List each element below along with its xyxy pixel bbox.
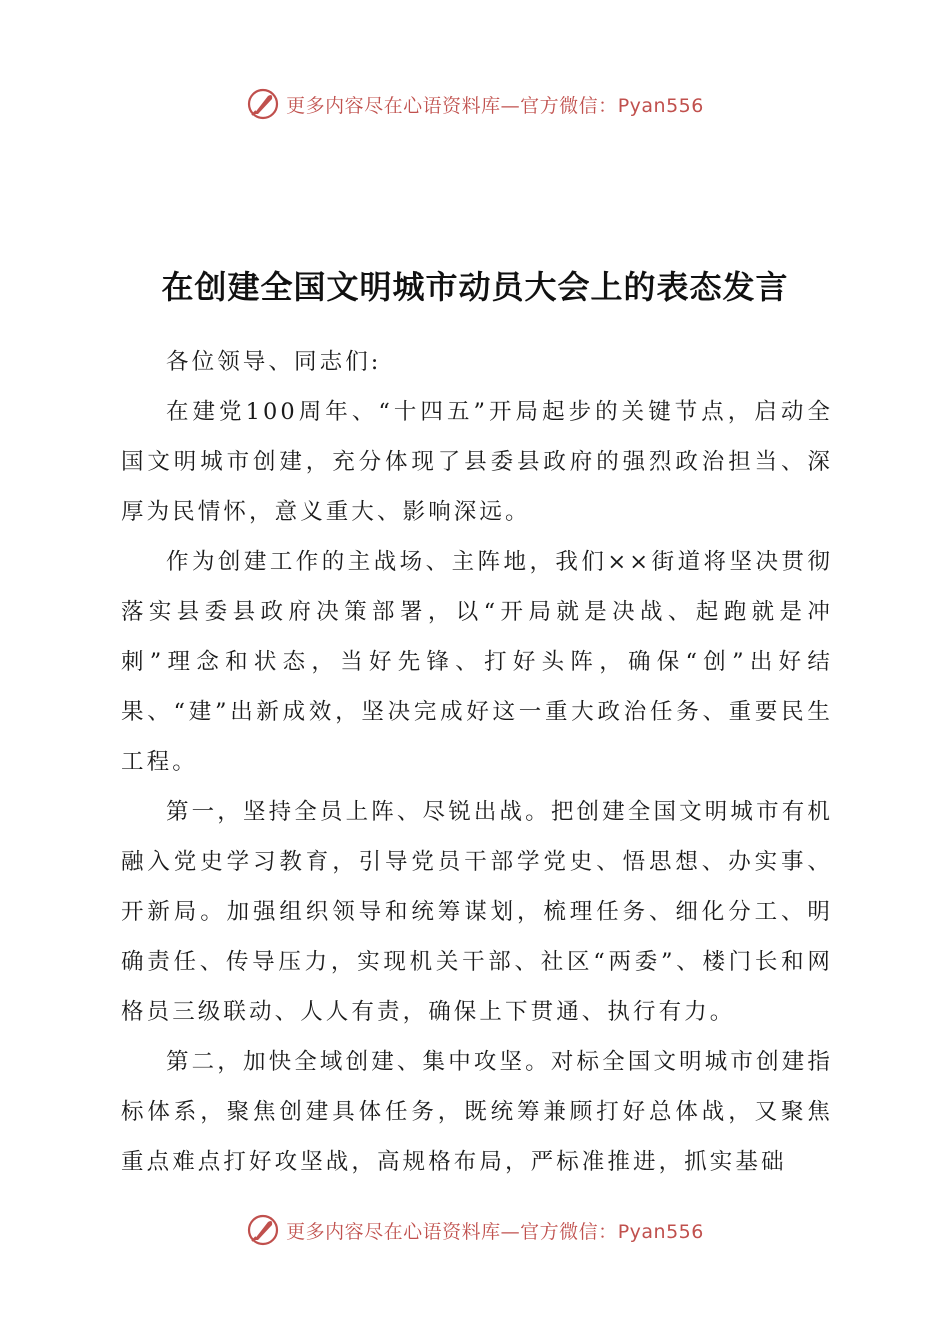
document-title: 在创建全国文明城市动员大会上的表态发言 (161, 268, 789, 306)
watermark-text: 更多内容尽在心语资料库—官方微信：Pyan556 (286, 1220, 704, 1243)
body-paragraph: 作为创建工作的主战场、主阵地，我们××街道将坚决贯彻落实县委县政府决策部署，以“开局就是决战、起跑就是冲刺”理念和状态，当好先锋、打好头阵，确保“创”出好结果、“建”出新成效，坚决完成好这一重大政治任务、重要民生工程。 (121, 549, 833, 775)
quill-logo-icon (246, 87, 280, 121)
watermark-header (0, 84, 950, 124)
salutation: 各位领导、同志们: (166, 349, 382, 375)
watermark-footer (0, 1210, 950, 1250)
document-body (121, 337, 833, 1187)
body-paragraph: 第二，加快全域创建、集中攻坚。对标全国文明城市创建指标体系，聚焦创建具体任务，既统筹兼顾打好总体战，又聚焦重点难点打好攻坚战，高规格布局，严标准推进，抓实基础 (121, 1049, 833, 1175)
body-paragraph: 第一，坚持全员上阵、尽锐出战。把创建全国文明城市有机融入党史学习教育，引导党员干部学党史、悟思想、办实事、开新局。加强组织领导和统筹谋划，梳理任务、细化分工、明确责任、传导压力，实现机关干部、社区“两委”、楼门长和网格员三级联动、人人有责，确保上下贯通、执行有力。 (121, 799, 833, 1025)
quill-logo-icon (246, 1213, 280, 1247)
watermark-text: 更多内容尽在心语资料库—官方微信：Pyan556 (286, 94, 704, 117)
body-paragraph: 在建党100周年、“十四五”开局起步的关键节点，启动全国文明城市创建，充分体现了县委县政府的强烈政治担当、深厚为民情怀，意义重大、影响深远。 (121, 399, 833, 525)
